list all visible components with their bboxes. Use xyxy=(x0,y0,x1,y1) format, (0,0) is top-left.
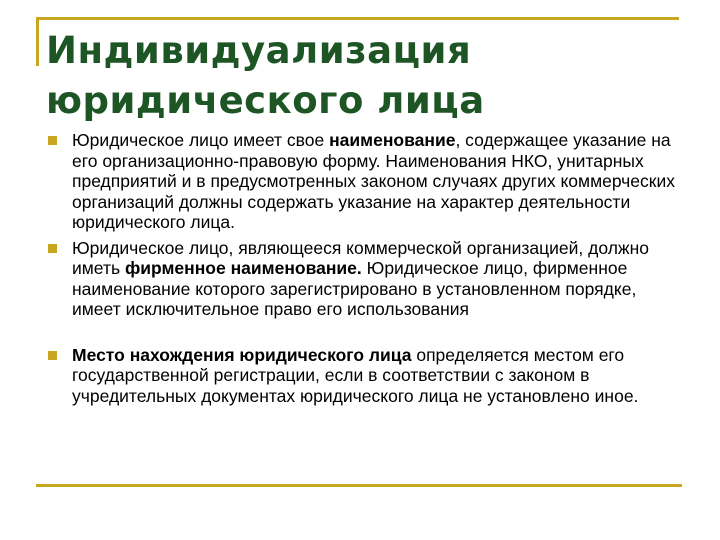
square-bullet-icon xyxy=(48,351,57,360)
bullet-item-name xyxy=(48,130,688,233)
bullet-bold-term: фирменное наименование. xyxy=(124,258,362,278)
bullet-text: , содержащее указание на его организационно-правовую форму. Наименования НКО, унитарных предприятий и в предусмотренных законом случаях других коммерческих организаций должны содержать указание на характер деятельности юридического лица. xyxy=(72,130,675,232)
bullet-item-trade-name xyxy=(48,238,688,320)
left-rule xyxy=(36,18,39,66)
bullet-item-location xyxy=(48,345,688,407)
square-bullet-icon xyxy=(48,244,57,253)
bullet-text: Юридическое лицо, фирменное наименование которого зарегистрировано в установленном порядке, имеет исключительное право его использования xyxy=(72,258,637,319)
top-rule xyxy=(36,17,679,20)
square-bullet-icon xyxy=(48,136,57,145)
bullet-bold-term: Место нахождения юридического лица xyxy=(72,344,412,365)
bullet-bold-term: наименование xyxy=(329,130,456,150)
title-line-2: юридического лица xyxy=(46,79,485,122)
slide-title xyxy=(46,26,686,126)
bullet-text: Юридическое лицо, являющееся коммерческой организацией, должно иметь xyxy=(72,237,650,278)
bullet-text: определяется местом его государственной регистрации, если в соответствии с законом в учредительных документах юридического лица не установлено иное. xyxy=(72,344,639,406)
bullet-text: Юридическое лицо имеет свое xyxy=(72,130,330,150)
bottom-rule xyxy=(36,484,682,487)
title-line-1: Индивидуализация xyxy=(46,29,472,72)
bullet-list xyxy=(48,130,688,406)
